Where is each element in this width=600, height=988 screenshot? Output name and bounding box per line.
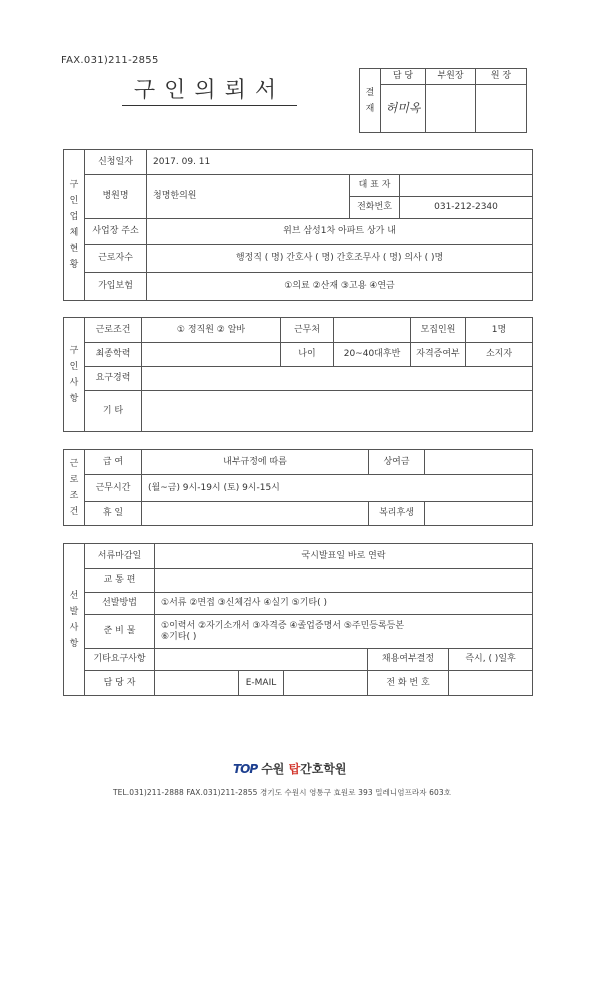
- other-requirements-label: 기타요구사항: [85, 649, 155, 671]
- ceo-value[interactable]: [400, 175, 533, 197]
- selection-method-label: 선발방법: [85, 593, 155, 615]
- approval-label: [360, 69, 381, 133]
- workers-value[interactable]: 행정직 ( 명) 간호사 ( 명) 간호조무사 ( 명) 의사 ( )명: [147, 245, 533, 273]
- etc-label: 기 타: [85, 391, 142, 432]
- manager-value[interactable]: [155, 671, 239, 696]
- deadline-value[interactable]: 국시발표일 바로 연락: [155, 544, 533, 569]
- section-label-char: 로: [69, 474, 79, 485]
- work-hours-value[interactable]: (월~금) 9시-19시 (토) 9시-15시: [142, 475, 533, 502]
- workplace-label: 근무처: [281, 318, 334, 343]
- age-value[interactable]: 20~40대후반: [334, 343, 411, 367]
- section-label-char: 발: [69, 606, 79, 617]
- workplace-value[interactable]: [334, 318, 411, 343]
- welfare-value[interactable]: [425, 502, 533, 526]
- company-info-table: [63, 149, 533, 301]
- section-label-char: 체: [69, 228, 79, 238]
- documents-line-2: ⑥기타( ): [161, 631, 197, 642]
- phone-value[interactable]: 031-212-2340: [400, 197, 533, 219]
- section-label-char: 항: [69, 393, 79, 404]
- bonus-label: 상여금: [369, 450, 425, 475]
- work-condition-value[interactable]: ① 정직원 ② 알바: [142, 318, 281, 343]
- career-value[interactable]: [142, 367, 533, 391]
- insurance-label: 가입보험: [85, 273, 147, 301]
- hospital-value[interactable]: 청명한의원: [147, 175, 350, 219]
- hire-decision-label: 채용여부결정: [368, 649, 449, 671]
- recruit-count-value[interactable]: 1명: [466, 318, 533, 343]
- approval-col-manager: 담 당: [381, 69, 426, 85]
- deadline-label: 서류마감일: [85, 544, 155, 569]
- approval-label-char: 결: [365, 87, 375, 98]
- work-conditions-section-label: [64, 450, 85, 526]
- approval-sign-cell[interactable]: [426, 85, 476, 133]
- approval-signature: 허미옥: [381, 85, 426, 133]
- age-label: 나이: [281, 343, 334, 367]
- section-label-char: 조: [69, 490, 79, 501]
- section-label-char: 구: [69, 345, 79, 356]
- manager-label: 담 당 자: [85, 671, 155, 696]
- work-conditions-table: [63, 449, 533, 526]
- salary-label: 급 여: [85, 450, 142, 475]
- tel-label: 전 화 번 호: [368, 671, 449, 696]
- documents-line-1: ①이력서 ②자기소개서 ③자격증 ④졸업증명서 ⑤주민등록등본: [161, 621, 405, 632]
- logo-text-prefix: 수원: [261, 762, 289, 776]
- selection-section-label: [64, 544, 85, 696]
- bonus-value[interactable]: [425, 450, 533, 475]
- salary-value[interactable]: 내부규정에 따름: [142, 450, 369, 475]
- work-condition-label: 근로조건: [85, 318, 142, 343]
- education-value[interactable]: [142, 343, 281, 367]
- other-requirements-value[interactable]: [155, 649, 368, 671]
- logo-text-accent: 탑: [288, 762, 301, 776]
- documents-label: 준 비 물: [85, 615, 155, 649]
- address-label: 사업장 주소: [85, 219, 147, 245]
- tel-value[interactable]: [449, 671, 533, 696]
- section-label-char: 선: [69, 590, 79, 601]
- section-label-char: 현: [69, 244, 79, 254]
- logo-text-suffix: 간호학원: [300, 762, 347, 776]
- workers-label: 근로자수: [85, 245, 147, 273]
- transport-label: 교 통 편: [85, 569, 155, 593]
- section-label-char: 사: [69, 622, 79, 633]
- address-value[interactable]: 위브 삼성1차 아파트 상가 내: [147, 219, 533, 245]
- section-label-char: 인: [69, 361, 79, 372]
- section-label-char: 황: [69, 260, 79, 270]
- approval-label-char: 재: [365, 103, 375, 114]
- work-hours-label: 근무시간: [85, 475, 142, 502]
- section-label-char: 사: [69, 377, 79, 388]
- career-label: 요구경력: [85, 367, 142, 391]
- approval-col-vice-director: 부원장: [426, 69, 476, 85]
- section-label-char: 구: [69, 180, 79, 190]
- top-logo-mark: TOP: [233, 762, 258, 776]
- section-label-char: 건: [69, 506, 79, 517]
- page-title: 구인의뢰서: [122, 73, 297, 106]
- etc-value[interactable]: [142, 391, 533, 432]
- section-label-char: 인: [69, 196, 79, 206]
- selection-info-table: [63, 543, 533, 696]
- license-label: 자격증여부: [411, 343, 466, 367]
- email-value[interactable]: [284, 671, 368, 696]
- holiday-value[interactable]: [142, 502, 369, 526]
- recruit-info-section-label: [64, 318, 85, 432]
- selection-method-value[interactable]: ①서류 ②면접 ③신체검사 ④실기 ⑤기타( ): [155, 593, 533, 615]
- apply-date-value[interactable]: 2017. 09. 11: [147, 150, 533, 175]
- hospital-label: 병원명: [85, 175, 147, 219]
- welfare-label: 복리후생: [369, 502, 425, 526]
- phone-label: 전화번호: [350, 197, 400, 219]
- academy-logo: [233, 760, 347, 777]
- company-info-section-label: [64, 150, 85, 301]
- approval-table: [359, 68, 527, 133]
- apply-date-label: 신청일자: [85, 150, 147, 175]
- email-label: E-MAIL: [239, 671, 284, 696]
- recruit-count-label: 모집인원: [411, 318, 466, 343]
- approval-sign-cell[interactable]: [476, 85, 527, 133]
- footer-contact: TEL.031)211-2888 FAX.031)211-2855 경기도 수원시 영통구 효원로 393 밀레니엄프라자 603호: [113, 788, 452, 797]
- hire-decision-value[interactable]: 즉시, ( )일후: [449, 649, 533, 671]
- license-value[interactable]: 소지자: [466, 343, 533, 367]
- recruit-info-table: [63, 317, 533, 432]
- section-label-char: 근: [69, 458, 79, 469]
- fax-number: FAX.031)211-2855: [61, 55, 159, 66]
- insurance-value[interactable]: ①의료 ②산재 ③고용 ④연금: [147, 273, 533, 301]
- holiday-label: 휴 일: [85, 502, 142, 526]
- transport-value[interactable]: [155, 569, 533, 593]
- section-label-char: 업: [69, 212, 79, 222]
- approval-col-director: 원 장: [476, 69, 527, 85]
- education-label: 최종학력: [85, 343, 142, 367]
- documents-value[interactable]: [155, 615, 533, 649]
- ceo-label: 대 표 자: [350, 175, 400, 197]
- section-label-char: 항: [69, 638, 79, 649]
